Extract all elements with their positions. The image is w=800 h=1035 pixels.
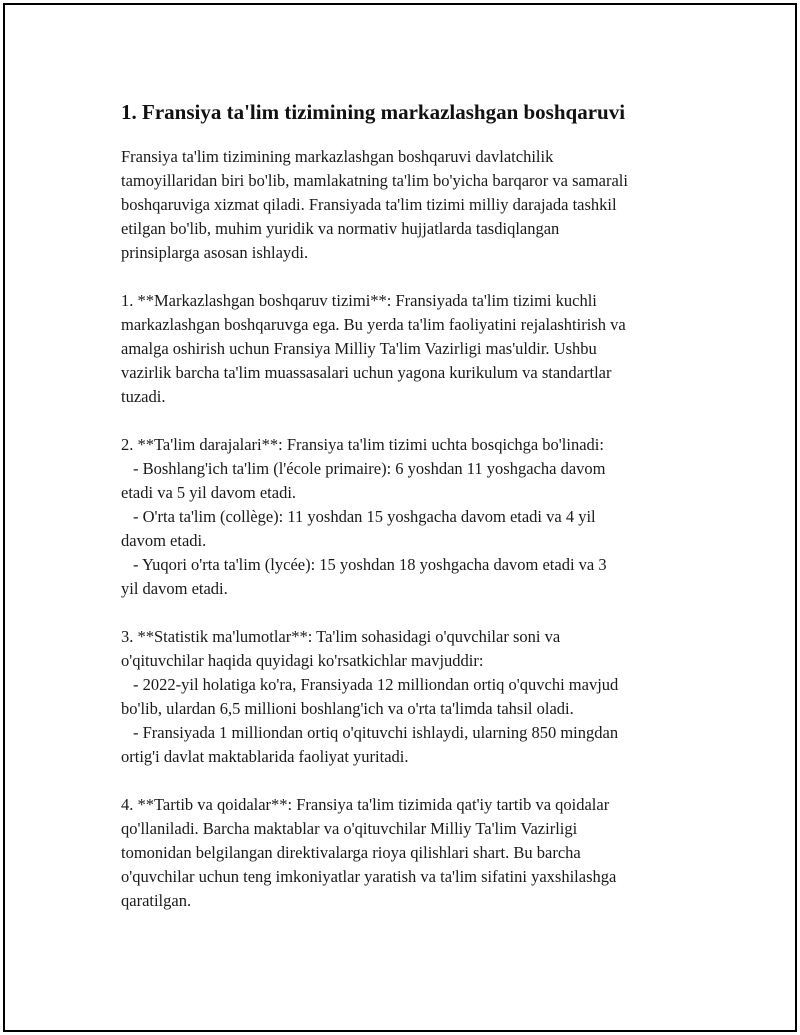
list-item-continuation: davom etadi. <box>121 531 207 550</box>
intro-paragraph <box>121 145 721 265</box>
text-line: prinsiplarga asosan ishlaydi. <box>121 243 309 262</box>
section-2-paragraph <box>121 433 721 601</box>
section-3-paragraph <box>121 625 721 769</box>
list-item-continuation: yil davom etadi. <box>121 579 228 598</box>
text-line: o'quvchilar uchun teng imkoniyatlar yaratish va ta'lim sifatini yaxshilashga <box>121 867 617 886</box>
list-item-continuation: etadi va 5 yil davom etadi. <box>121 483 297 502</box>
text-line: boshqaruviga xizmat qiladi. Fransiyada ta'lim tizimi milliy darajada tashkil <box>121 195 617 214</box>
list-item-primary-school: - Boshlang'ich ta'lim (l'école primaire): 6 yoshdan 11 yoshgacha davom <box>133 459 606 478</box>
text-line: 1. **Markazlashgan boshqaruv tizimi**: Fransiyada ta'lim tizimi kuchli <box>121 291 597 310</box>
text-line: tomonidan belgilangan direktivalarga rioya qilishlari shart. Bu barcha <box>121 843 581 862</box>
section-3-lead-continuation: o'qituvchilar haqida quyidagi ko'rsatkichlar mavjuddir: <box>121 651 484 670</box>
text-line: tamoyillaridan biri bo'lib, mamlakatning ta'lim bo'yicha barqaror va samarali <box>121 171 628 190</box>
list-item-students: - 2022-yil holatiga ko'ra, Fransiyada 12 milliondan ortiq o'quvchi mavjud <box>133 675 619 694</box>
list-item-lycee: - Yuqori o'rta ta'lim (lycée): 15 yoshdan 18 yoshgacha davom etadi va 3 <box>133 555 607 574</box>
text-line: qaratilgan. <box>121 891 192 910</box>
text-line: markazlashgan boshqaruvga ega. Bu yerda ta'lim faoliyatini rejalashtirish va <box>121 315 626 334</box>
text-line: 4. **Tartib va qoidalar**: Fransiya ta'lim tizimida qat'iy tartib va qoidalar <box>121 795 610 814</box>
section-2-lead: 2. **Ta'lim darajalari**: Fransiya ta'lim tizimi uchta bosqichga bo'linadi: <box>121 435 604 454</box>
section-3-lead: 3. **Statistik ma'lumotlar**: Ta'lim sohasidagi o'quvchilar soni va <box>121 627 561 646</box>
document-heading: 1. Fransiya ta'lim tizimining markazlashgan boshqaruvi <box>121 100 626 124</box>
list-item-continuation: bo'lib, ulardan 6,5 millioni boshlang'ich va o'rta ta'limda tahsil oladi. <box>121 699 574 718</box>
list-item-teachers: - Fransiyada 1 milliondan ortiq o'qituvchi ishlaydi, ularning 850 mingdan <box>133 723 619 742</box>
text-line: tuzadi. <box>121 387 166 406</box>
text-line: Fransiya ta'lim tizimining markazlashgan boshqaruvi davlatchilik <box>121 147 554 166</box>
section-4-paragraph <box>121 793 721 913</box>
list-item-continuation: ortig'i davlat maktablarida faoliyat yuritadi. <box>121 747 409 766</box>
text-line: vazirlik barcha ta'lim muassasalari uchun yagona kurikulum va standartlar <box>121 363 612 382</box>
text-line: qo'llaniladi. Barcha maktablar va o'qituvchilar Milliy Ta'lim Vazirligi <box>121 819 578 838</box>
document-content <box>121 99 721 913</box>
page-frame <box>3 3 797 1032</box>
section-1-paragraph <box>121 289 721 409</box>
list-item-college: - O'rta ta'lim (collège): 11 yoshdan 15 yoshgacha davom etadi va 4 yil <box>133 507 596 526</box>
text-line: amalga oshirish uchun Fransiya Milliy Ta'lim Vazirligi mas'uldir. Ushbu <box>121 339 597 358</box>
text-line: etilgan bo'lib, muhim yuridik va normativ hujjatlarda tasdiqlangan <box>121 219 560 238</box>
